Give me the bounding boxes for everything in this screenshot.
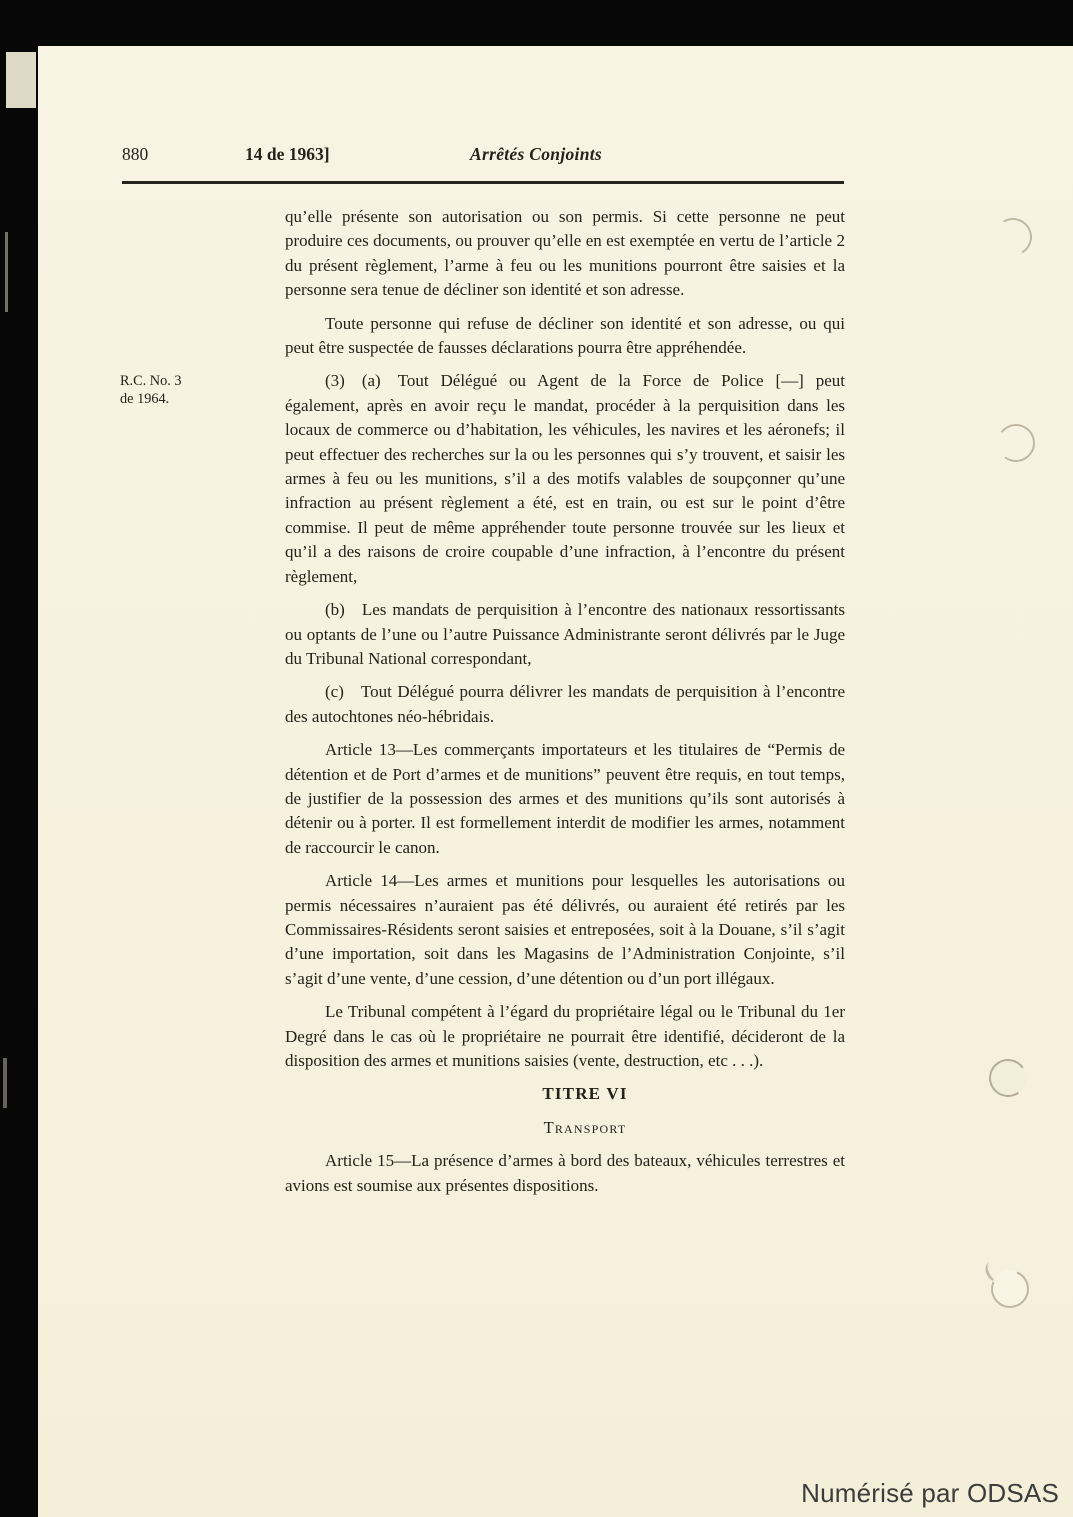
watermark-text: Numérisé par ODSAS xyxy=(801,1478,1059,1508)
header-rule xyxy=(122,181,844,184)
article-label: Article 13— xyxy=(325,740,413,760)
margin-note xyxy=(120,372,240,408)
article-text: Les commerçants importateurs et les titulaires de “Permis de détention et de Port d’armes et de munitions” peuvent être requis, en tout temps, de justifier de la possession des armes et des munitions qu’ils sont autorisés à détenir ou à porter. Il est formellement interdit de modifier les armes, notamment de raccourcir le canon. xyxy=(285,740,845,857)
body-column xyxy=(120,205,845,1207)
article-paragraph xyxy=(285,738,845,860)
scan-artifact xyxy=(3,1058,7,1108)
page-number: 880 xyxy=(122,144,149,164)
article-label: Article 14— xyxy=(325,871,415,891)
article-paragraph xyxy=(285,869,845,991)
paragraph: Toute personne qui refuse de décliner son identité et son adresse, ou qui peut être suspectée de fausses déclarations pourra être appréhendée. xyxy=(285,313,845,358)
page-corner xyxy=(6,52,36,108)
article-paragraph xyxy=(285,1149,845,1198)
paragraph: Le Tribunal compétent à l’égard du propriétaire légal ou le Tribunal du 1er Degré dans le cas où le propriétaire ne pourrait être identifié, décideront de la disposition des armes et munitions saisies (vente, destruction, etc . . .). xyxy=(285,1002,845,1070)
margin-note-line1: R.C. No. 3 xyxy=(120,373,182,390)
scan-artifact xyxy=(5,232,8,312)
article-text: Les armes et munitions pour lesquelles les autorisations ou permis nécessaires n’auraient pas été délivrés, ou auraient été retirés par les Commissaires-Résidents seront saisies et entreposées, soit à la Douane, s’il s’agit d’une importation, soit dans les Magasins de l’Administration Conjointe, s’il s’agit d’une vente, d’une cession, d’une détention ou d’un port illégaux. xyxy=(285,871,845,988)
paragraph-continuation: qu’elle présente son autorisation ou son permis. Si cette personne ne peut produire ces documents, ou prouver qu’elle en est exemptée en vertu de l’article 2 du présent règlement, l’arme à feu ou les munitions pourront être saisies et la personne sera tenue de décliner son identité et son adresse. xyxy=(285,207,845,300)
paragraph: (3) (a) Tout Délégué ou Agent de la Force de Police [—] peut également, après en avoir reçu le mandat, procéder à la perquisition dans les locaux de commerce ou d’habitation, les véhicules, les navires et les aéronefs; il peut effectuer des recherches sur la ou les personnes qui s’y trouvent, et saisir les armes à feu ou les munitions, s’il a des motifs valables de soupçonner qu’une infraction au présent règlement a été, est en train, ou est sur le point d’être commise. Il peut de même appréhender toute personne trouvée sur les lieux et qu’il a des raisons de croire coupable d’une infraction, à l’encontre du présent règlement, xyxy=(285,371,845,586)
page-header xyxy=(122,144,845,170)
section-subtitle: Transport xyxy=(543,1117,627,1137)
punch-hole xyxy=(995,422,1038,465)
paragraph-with-margin-note xyxy=(120,369,845,589)
scan-edge-top xyxy=(0,0,1073,46)
article-text: La présence d’armes à bord des bateaux, véhicules terrestres et avions est soumise aux présentes dispositions. xyxy=(285,1151,845,1195)
scan-edge-left xyxy=(0,0,38,1517)
paragraph: (c) Tout Délégué pourra délivrer les mandats de perquisition à l’encontre des autochtones néo-hébridais. xyxy=(285,682,845,726)
doc-title: Arrêtés Conjoints xyxy=(470,144,603,164)
section-title: TITRE VI xyxy=(542,1084,628,1104)
punch-hole xyxy=(986,1056,1030,1100)
paragraph: (b) Les mandats de perquisition à l’encontre des nationaux ressortissants ou optants de l’une ou l’autre Puissance Administrante seront délivrés par le Juge du Tribunal National correspondant, xyxy=(285,600,845,668)
doc-reference: 14 de 1963] xyxy=(245,144,330,164)
article-label: Article 15— xyxy=(325,1151,412,1171)
punch-hole xyxy=(990,214,1036,260)
margin-note-line2: de 1964. xyxy=(120,391,170,408)
